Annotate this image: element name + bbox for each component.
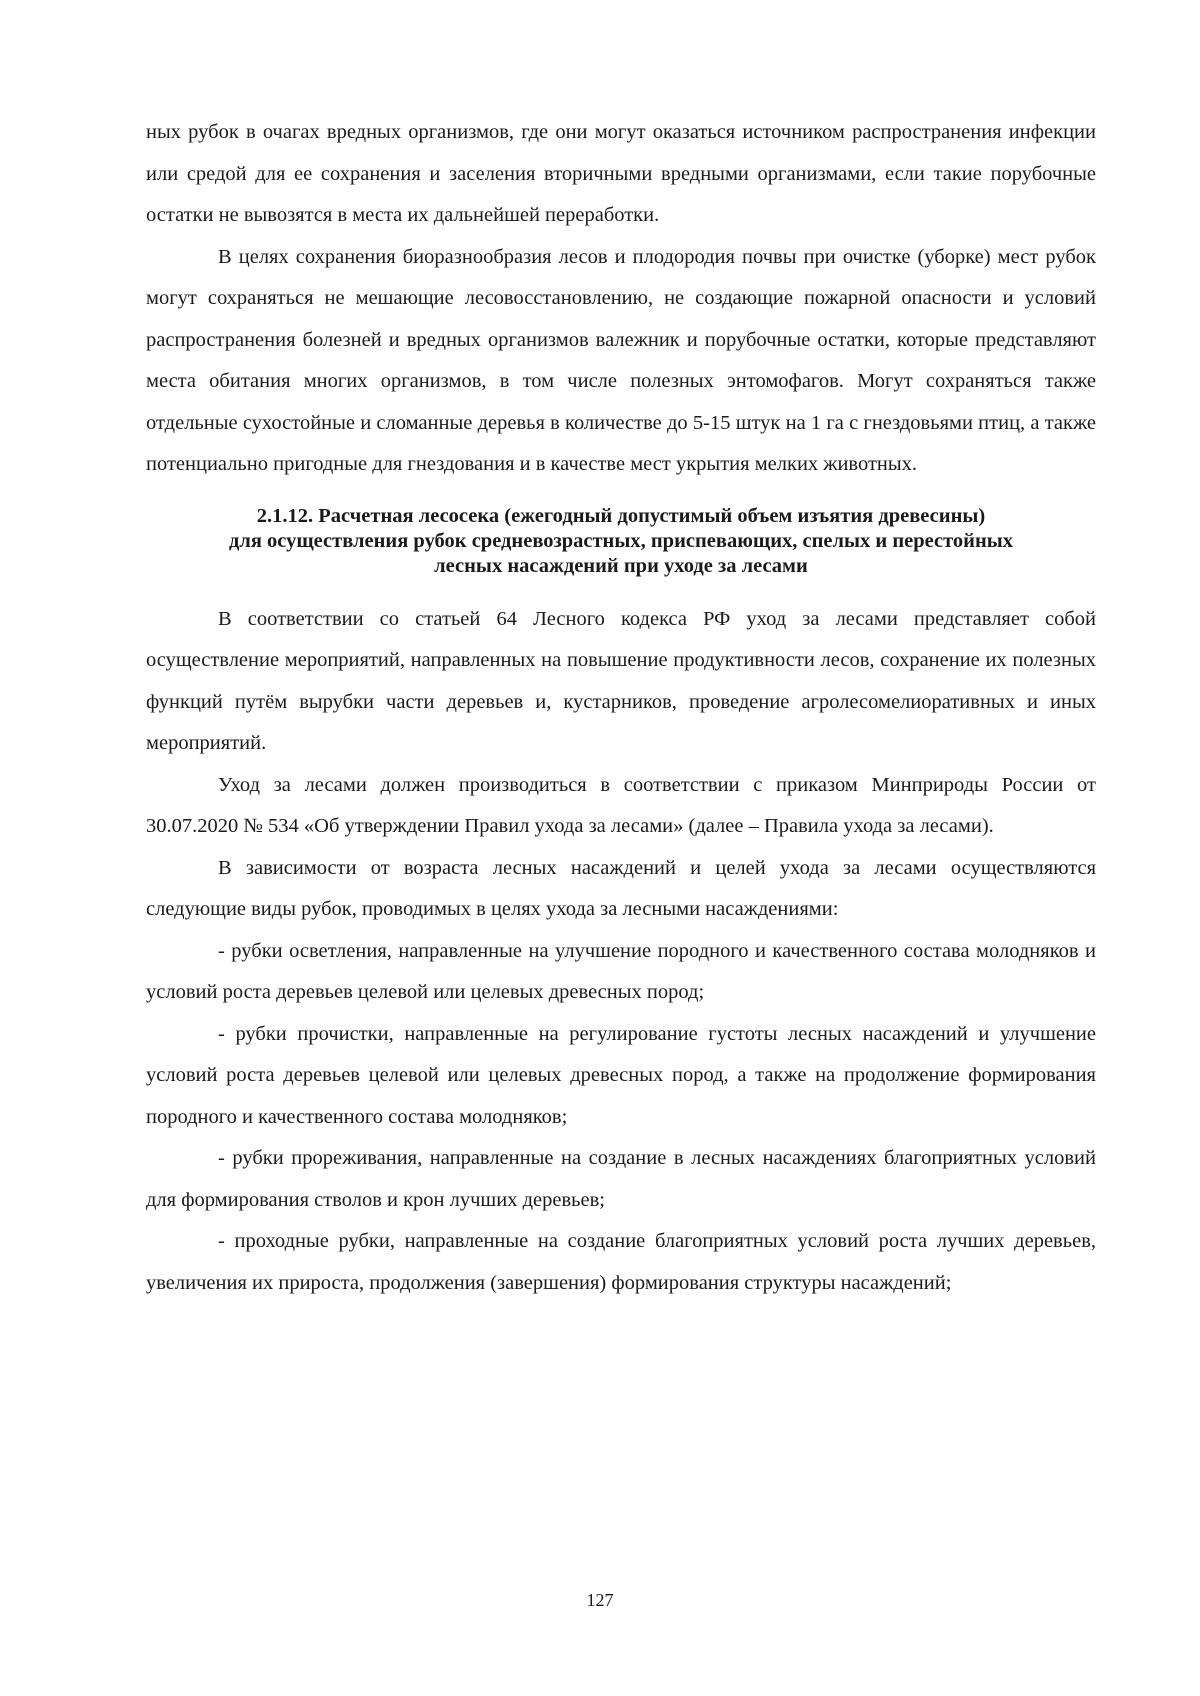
heading-line: лесных насаждений при уходе за лесами: [434, 554, 808, 577]
page-number: 127: [586, 1590, 614, 1610]
document-page: [146, 112, 1096, 1304]
paragraph: В целях сохранения биоразнообразия лесов и плодородия почвы при очистке (уборке) мест рубок могут сохраняться не мешающие лесовосстановлению, не создающие пожарной опасности и условий распространения болезней и вредных организмов валежник и порубочные остатки, которые представляют места обитания многих организмов, в том числе полезных энтомофагов. Могут сохраняться также отдельные сухостойные и сломанные деревья в количестве до 5-15 штук на 1 га с гнездовьями птиц, а также потенциально пригодные для гнездования и в качестве мест укрытия мелких животных.: [146, 245, 1096, 475]
heading-line: 2.1.12. Расчетная лесосека (ежегодный допустимый объем изъятия древесины): [256, 504, 986, 527]
list-item: - рубки прореживания, направленные на создание в лесных насаждениях благоприятных условий для формирования стволов и крон лучших деревьев;: [146, 1147, 1096, 1211]
paragraph: ных рубок в очагах вредных организмов, где они могут оказаться источником распространения инфекции или средой для ее сохранения и заселения вторичными вредными организмами, если такие порубочные остатки не вывозятся в места их дальнейшей переработки.: [146, 121, 1096, 226]
list-item: - проходные рубки, направленные на создание благоприятных условий роста лучших деревьев, увеличения их прироста, продолжения (завершения) формирования структуры насаждений;: [146, 1230, 1096, 1294]
paragraph: Уход за лесами должен производиться в соответствии с приказом Минприроды России от 30.07.2020 № 534 «Об утверждении Правил ухода за лесами» (далее – Правила ухода за лесами).: [146, 773, 1096, 837]
paragraph: В соответствии со статьей 64 Лесного кодекса РФ уход за лесами представляет собой осуществление мероприятий, направленных на повышение продуктивности лесов, сохранение их полезных функций путём вырубки части деревьев и, кустарников, проведение агролесомелиоративных и иных мероприятий.: [146, 607, 1096, 754]
list-item: - рубки осветления, направленные на улучшение породного и качественного состава молодняков и условий роста деревьев целевой или целевых древесных пород;: [146, 939, 1096, 1003]
list-item: - рубки прочистки, направленные на регулирование густоты лесных насаждений и улучшение условий роста деревьев целевой или целевых древесных пород, а также на продолжение формирования породного и качественного состава молодняков;: [146, 1022, 1096, 1128]
heading-line: для осуществления рубок средневозрастных, приспевающих, спелых и перестойных: [228, 529, 1014, 552]
paragraph: В зависимости от возраста лесных насаждений и целей ухода за лесами осуществляются следующие виды рубок, проводимых в целях ухода за лесными насаждениями:: [146, 856, 1096, 920]
section-heading: [146, 504, 1096, 579]
